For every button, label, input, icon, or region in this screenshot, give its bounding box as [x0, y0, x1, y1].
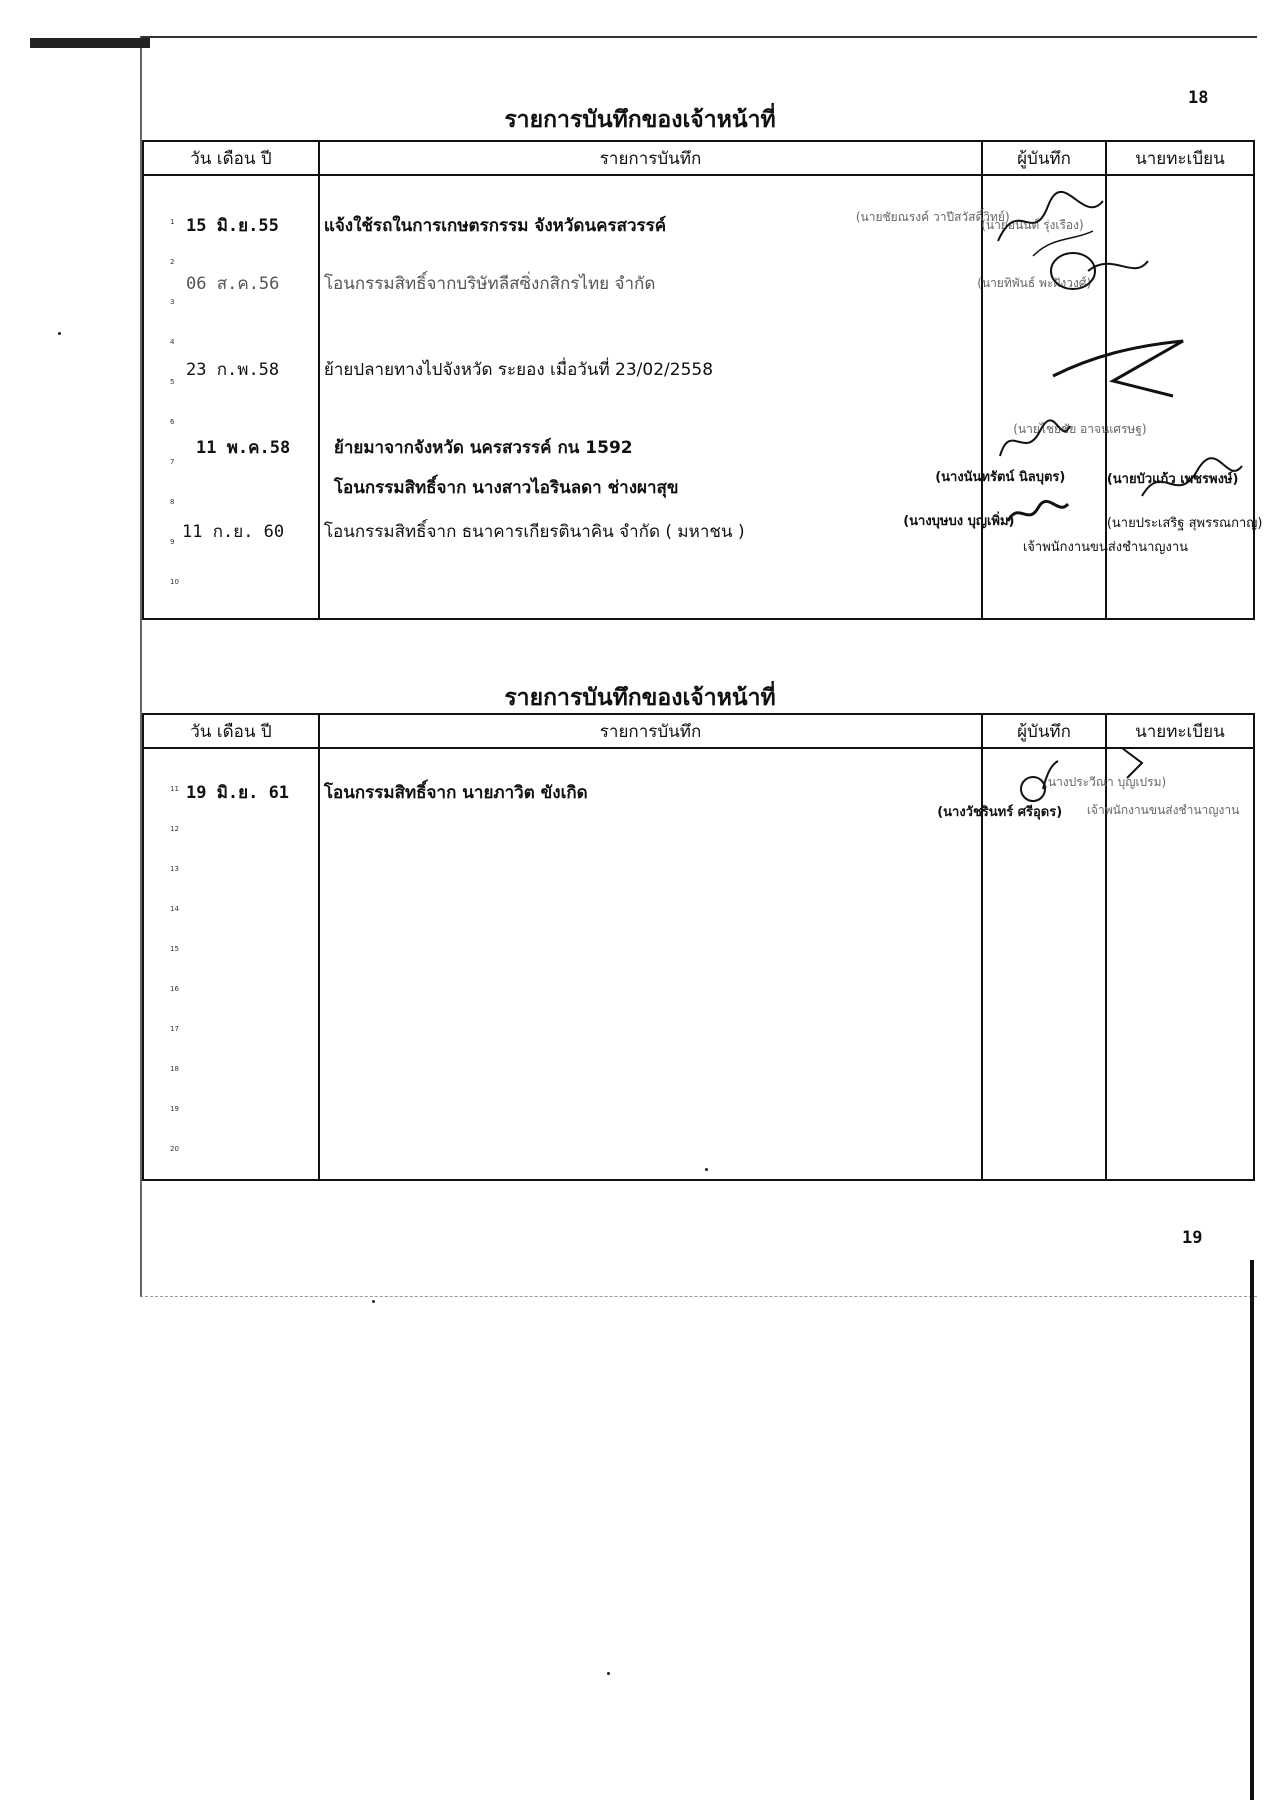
scan-right-edge	[1250, 1260, 1254, 1800]
line-number: 1	[170, 218, 175, 226]
entry-text: แจ้งใช้รถในการเกษตรกรรม จังหวัดนครสวรรค์	[323, 216, 667, 236]
page-number-top: 18	[1188, 88, 1209, 108]
line-number: 8	[170, 498, 175, 506]
scan-speck	[58, 332, 61, 335]
line-number: 4	[170, 338, 175, 346]
date-column	[143, 748, 319, 1180]
table-header-row	[143, 141, 1254, 175]
column-header-registrar: นายทะเบียน	[1106, 141, 1254, 175]
handwritten-signature	[1043, 241, 1153, 311]
entry-date: 11 พ.ค.58	[196, 438, 291, 458]
entry-text: โอนกรรมสิทธิ์จาก ธนาคารเกียรตินาคิน จำกัด ( มหาชน )	[323, 522, 745, 542]
handwritten-signature	[1003, 496, 1073, 536]
signature-name: (นางบุษบง บุญเพิ่ม)	[903, 514, 1015, 529]
line-number: 15	[170, 945, 179, 953]
signature-name: (นายทิพันธ์ พะฝังวงศ์)	[977, 276, 1092, 290]
entry-date: 11 ก.ย. 60	[182, 522, 285, 542]
entry-text: ย้ายมาจากจังหวัด นครสวรรค์ กน 1592	[333, 438, 633, 458]
line-number: 18	[170, 1065, 179, 1073]
line-number: 2	[170, 258, 175, 266]
handwritten-signature	[1117, 743, 1157, 783]
signature-name: (นายไชยชัย อาจนเศรษฐ)	[1013, 422, 1147, 436]
handwritten-signature	[1053, 336, 1193, 406]
signature-name: (นายบัวแก้ว เพชรพงษ์)	[1106, 472, 1239, 487]
line-number: 11	[170, 785, 179, 793]
column-header-date: วัน เดือน ปี	[143, 141, 319, 175]
entry-note: (นายชัยณรงค์ วาปีสวัสดิ์วิทย์)	[855, 210, 1010, 224]
records-table	[142, 713, 1255, 1181]
line-number: 13	[170, 865, 179, 873]
signature-title: เจ้าพนักงานขนส่งชำนาญงาน	[1086, 803, 1240, 817]
table-header-row	[143, 714, 1254, 748]
handwritten-signature	[995, 416, 1075, 466]
scan-speck	[607, 1672, 610, 1675]
entry-date: 15 มิ.ย.55	[186, 216, 279, 236]
signature-title: เจ้าพนักงานขนส่งชำนาญงาน	[1022, 540, 1189, 555]
scan-top-edge	[30, 38, 150, 48]
entry-date: 06 ส.ค.56	[186, 274, 280, 294]
line-number: 19	[170, 1105, 179, 1113]
line-number: 10	[170, 578, 179, 586]
line-number: 17	[170, 1025, 179, 1033]
signature-name: (นางวัชรินทร์ ศรีอุดร)	[937, 805, 1063, 820]
entry-text: โอนกรรมสิทธิ์จาก นางสาวไอรินลดา ช่างผาสุข	[333, 478, 679, 498]
section-title: รายการบันทึกของเจ้าหน้าที่	[504, 684, 776, 711]
handwritten-signature	[1137, 456, 1247, 516]
records-table	[142, 140, 1263, 620]
signature-name: (นางนันทรัตน์ นิลบุตร)	[935, 470, 1066, 485]
table-body-row	[143, 175, 1254, 619]
column-header-entry: รายการบันทึก	[319, 141, 982, 175]
column-header-recorder: ผู้บันทึก	[982, 141, 1106, 175]
line-number: 7	[170, 458, 175, 466]
column-header-entry: รายการบันทึก	[319, 714, 982, 748]
line-number: 5	[170, 378, 175, 386]
line-number: 6	[170, 418, 175, 426]
line-number: 12	[170, 825, 179, 833]
column-header-recorder: ผู้บันทึก	[982, 714, 1106, 748]
entry-date: 19 มิ.ย. 61	[186, 783, 290, 803]
line-number: 3	[170, 298, 175, 306]
signature-name: (นายอนันต์ รุ่งเรือง)	[981, 218, 1084, 232]
column-header-date: วัน เดือน ปี	[143, 714, 319, 748]
column-header-registrar: นายทะเบียน	[1106, 714, 1254, 748]
date-column	[143, 175, 319, 619]
entry-date: 23 ก.พ.58	[186, 360, 280, 380]
signature-name: (นางประวีณา บุญเปรม)	[1043, 775, 1167, 789]
entry-text: ย้ายปลายทางไปจังหวัด ระยอง เมื่อวันที่ 23/02/2558	[323, 360, 714, 380]
scan-speck	[372, 1300, 375, 1303]
line-number: 9	[170, 538, 175, 546]
table-body-row	[143, 748, 1254, 1180]
scan-speck	[705, 1168, 708, 1171]
entry-text: โอนกรรมสิทธิ์จากบริษัทลีสซิ่งกสิกรไทย จำกัด	[323, 274, 656, 294]
line-number: 14	[170, 905, 179, 913]
page-number-bottom: 19	[1182, 1228, 1203, 1248]
signature-name: (นายประเสริฐ สุพรรณกาญ)	[1106, 516, 1263, 531]
line-number: 20	[170, 1145, 179, 1153]
entry-text: โอนกรรมสิทธิ์จาก นายภาวิต ขังเกิด	[323, 783, 588, 803]
section-title: รายการบันทึกของเจ้าหน้าที่	[504, 106, 776, 133]
handwritten-signature	[1013, 759, 1073, 809]
line-number: 16	[170, 985, 179, 993]
entry-column	[319, 748, 982, 1180]
